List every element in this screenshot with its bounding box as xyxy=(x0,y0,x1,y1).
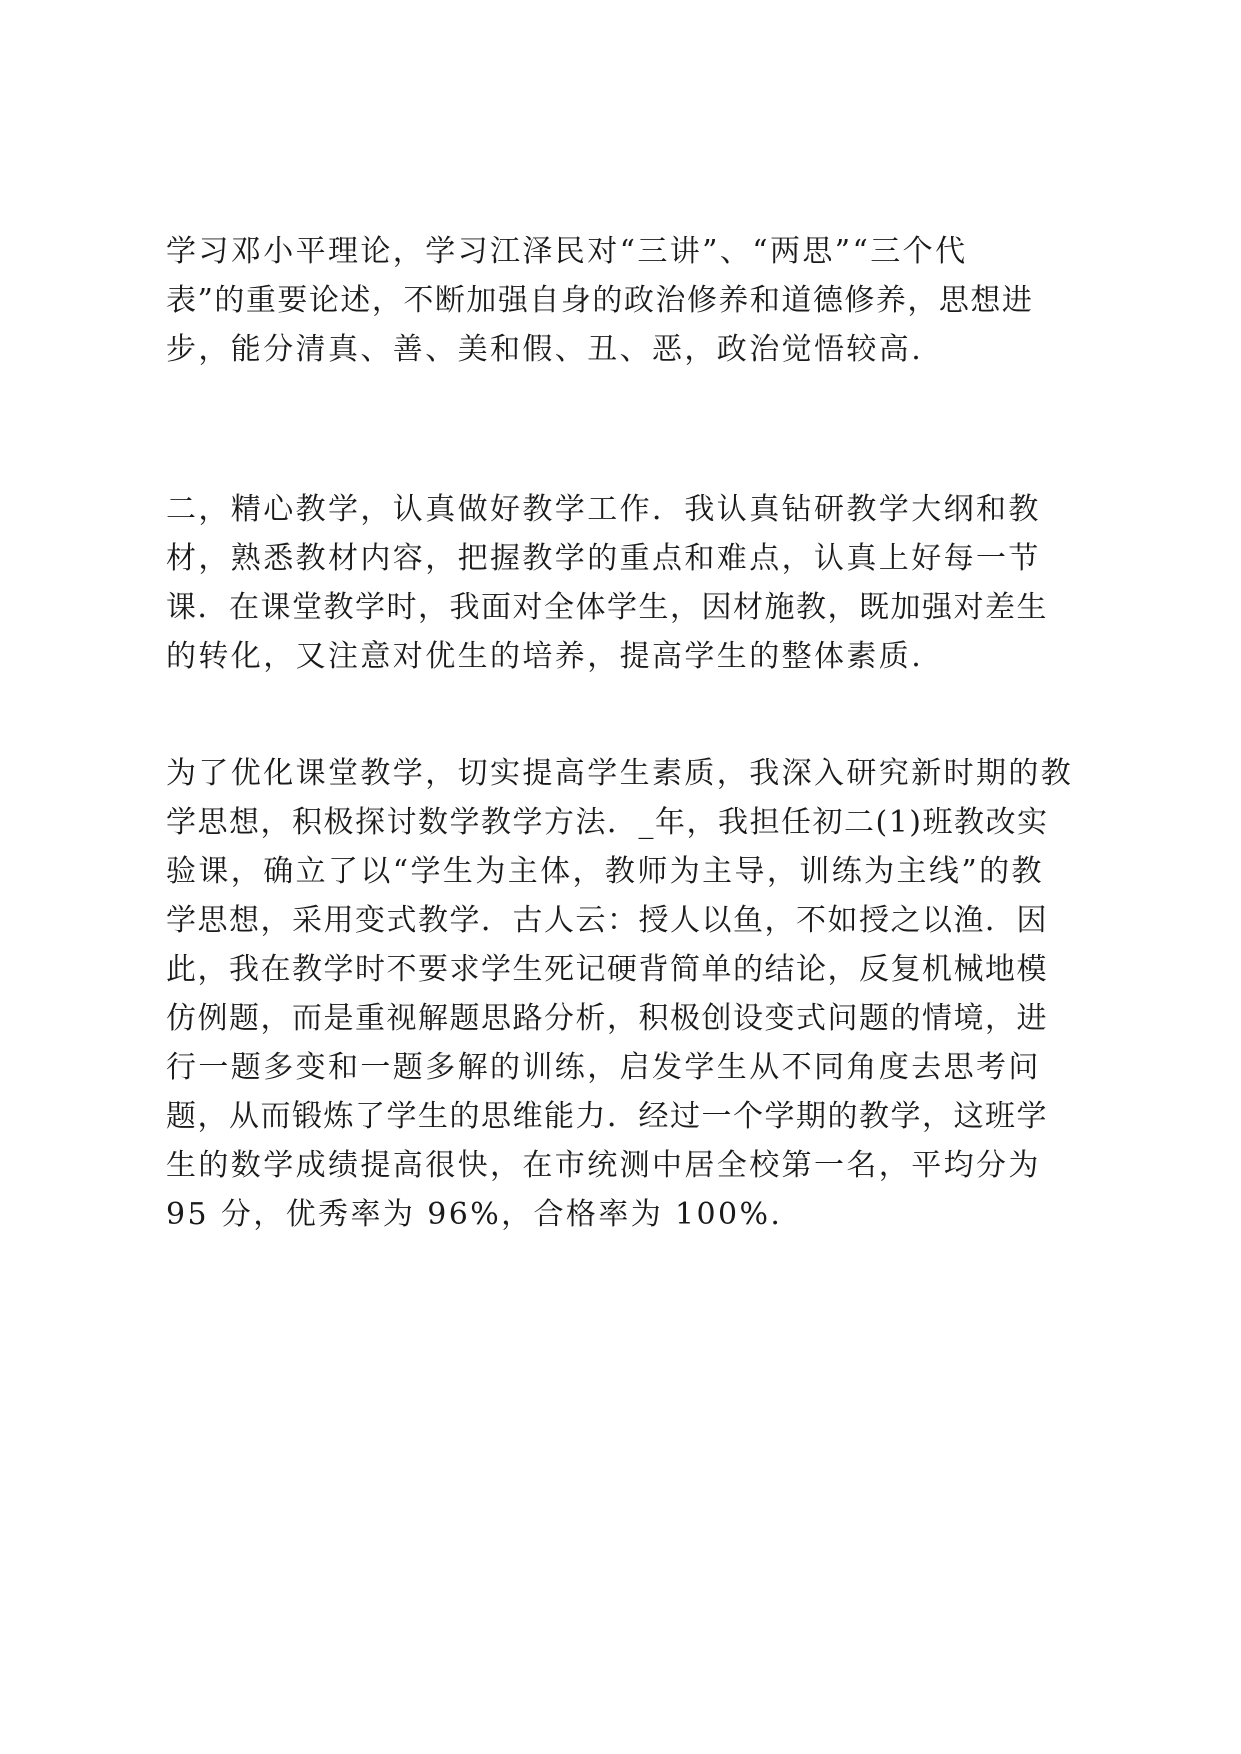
paragraph-teaching-reform xyxy=(166,749,1096,1239)
text-line: 的转化，又注意对优生的培养，提高学生的整体素质. xyxy=(166,639,924,674)
text-line: 学习邓小平理论，学习江泽民对“三讲”、“两思”“三个代 xyxy=(166,234,968,269)
text-line: 二，精心教学，认真做好教学工作．我认真钻研教学大纲和教 xyxy=(166,492,1041,527)
text-line: 表”的重要论述，不断加强自身的政治修养和道德修养，思想进 xyxy=(166,283,1034,318)
text-line: 课．在课堂教学时，我面对全体学生，因材施教，既加强对差生 xyxy=(166,590,1048,625)
text-line: 95 分，优秀率为 96%，合格率为 100%. xyxy=(166,1197,783,1232)
text-line: 仿例题，而是重视解题思路分析，积极创设变式问题的情境，进 xyxy=(166,1001,1048,1036)
text-line: 为了优化课堂教学，切实提高学生素质，我深入研究新时期的教 xyxy=(166,756,1074,791)
text-line: 步，能分清真、善、美和假、丑、恶，政治觉悟较高. xyxy=(166,332,924,367)
text-line: 学思想，采用变式教学．古人云：授人以鱼，不如授之以渔．因 xyxy=(166,903,1048,938)
text-line: 题，从而锻炼了学生的思维能力．经过一个学期的教学，这班学 xyxy=(166,1099,1048,1134)
text-line: 此，我在教学时不要求学生死记硬背简单的结论，反复机械地模 xyxy=(166,952,1048,987)
text-line: 生的数学成绩提高很快，在市统测中居全校第一名，平均分为 xyxy=(166,1148,1041,1183)
text-line: 验课，确立了以“学生为主体，教师为主导，训练为主线”的教 xyxy=(166,854,1044,889)
text-line: 学思想，积极探讨数学教学方法．_年，我担任初二(1)班教改实 xyxy=(166,805,1049,840)
paragraph-teaching-work xyxy=(166,485,1096,681)
text-line: 行一题多变和一题多解的训练，启发学生从不同角度去思考问 xyxy=(166,1050,1041,1085)
text-line: 材，熟悉教材内容，把握教学的重点和难点，认真上好每一节 xyxy=(166,541,1041,576)
paragraph-political-study xyxy=(166,227,1096,374)
